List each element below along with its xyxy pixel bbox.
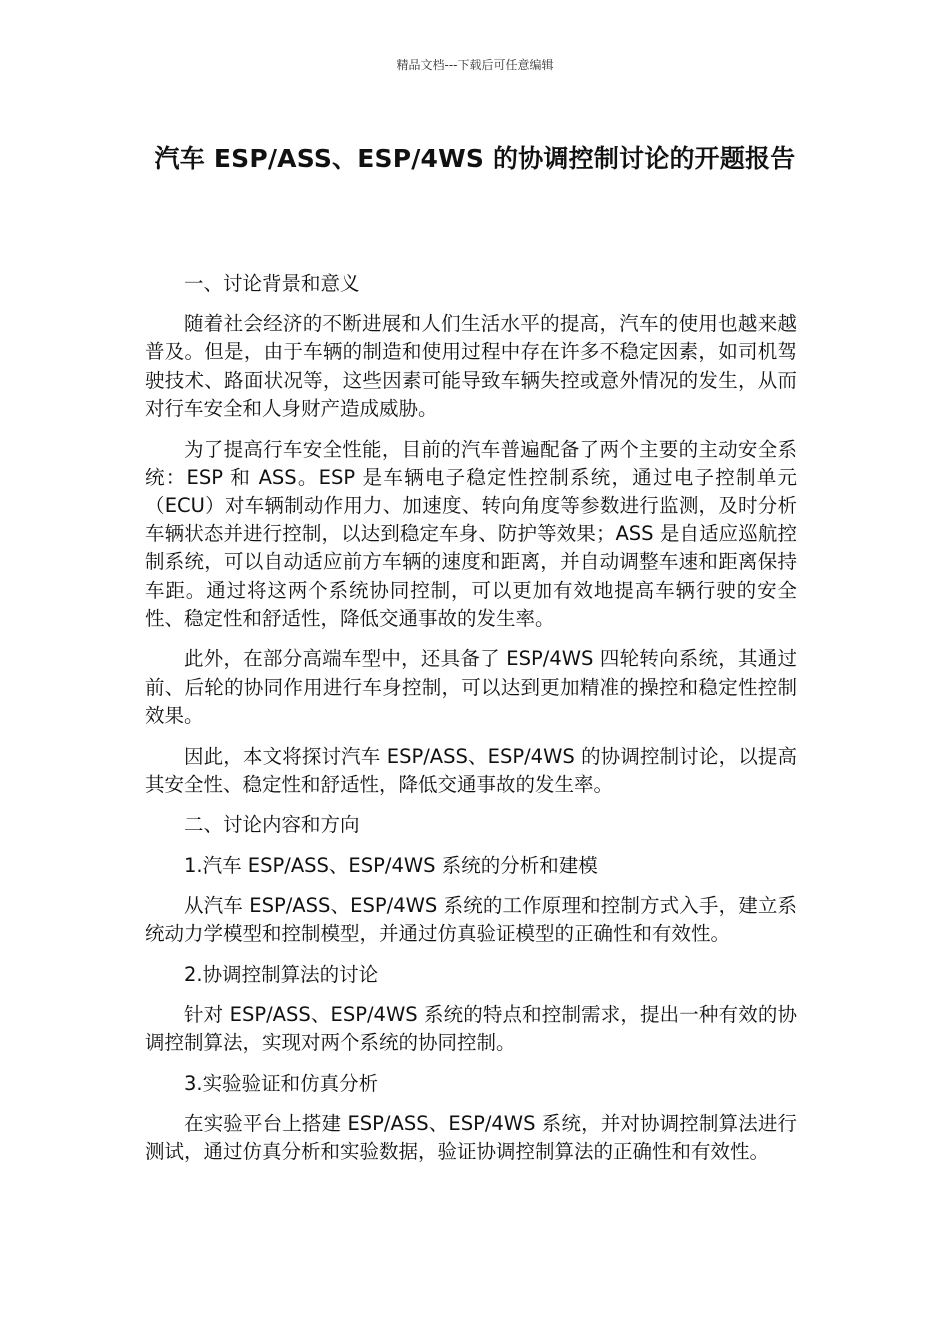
paragraph-4ws: 此外，在部分高端车型中，还具备了 ESP/4WS 四轮转向系统，其通过前、后轮的协同作用进行车身控制，可以达到更加精准的操控和稳定性控制效果。 xyxy=(145,647,797,727)
paragraph-esp-ass: 为了提高行车安全性能，目前的汽车普遍配备了两个主要的主动安全系统：ESP 和 ASS。ESP 是车辆电子稳定性控制系统，通过电子控制单元（ECU）对车辆制动作用力、加速度、转向角度等参数进行监测，及时分析车辆状态并进行控制，以达到稳定车身、防护等效果；ASS 是自适应巡航控制系统，可以自动适应前方车辆的速度和距离，并自动调整车速和距离保持车距。通过将这两个系统协同控制，可以更加有效地提高车辆行驶的安全性、稳定性和舒适性，降低交通事故的发生率。 xyxy=(145,437,797,630)
paragraph-experiment: 在实验平台上搭建 ESP/ASS、ESP/4WS 系统，并对协调控制算法进行测试，通过仿真分析和实验数据，验证协调控制算法的正确性和有效性。 xyxy=(145,1112,797,1164)
paragraph-purpose: 因此，本文将探讨汽车 ESP/ASS、ESP/4WS 的协调控制讨论，以提高其安全性、稳定性和舒适性，降低交通事故的发生率。 xyxy=(145,744,797,796)
paragraph-algorithm: 针对 ESP/ASS、ESP/4WS 系统的特点和控制需求，提出一种有效的协调控制算法，实现对两个系统的协同控制。 xyxy=(145,1002,797,1055)
subheading-algorithm: 2.协调控制算法的讨论 xyxy=(184,962,379,986)
document-body xyxy=(145,270,797,1179)
subheading-modeling: 1.汽车 ESP/ASS、ESP/4WS 系统的分析和建模 xyxy=(184,853,598,877)
section-heading-background: 一、讨论背景和意义 xyxy=(184,272,360,295)
paragraph-modeling: 从汽车 ESP/ASS、ESP/4WS 系统的工作原理和控制方式入手，建立系统动力学模型和控制模型，并通过仿真验证模型的正确性和有效性。 xyxy=(145,893,797,946)
document-title: 汽车 ESP/ASS、ESP/4WS 的协调控制讨论的开题报告 xyxy=(154,144,796,173)
page-header: 精品文档---下载后可任意编辑 xyxy=(396,58,554,72)
section-heading-content: 二、讨论内容和方向 xyxy=(184,813,360,837)
paragraph-background-intro: 随着社会经济的不断进展和人们生活水平的提高，汽车的使用也越来越普及。但是，由于车辆的制造和使用过程中存在许多不稳定因素，如司机驾驶技术、路面状况等，这些因素可能导致车辆失控或意外情况的发生，从而对行车安全和人身财产造成威胁。 xyxy=(145,312,797,420)
subheading-experiment: 3.实验验证和仿真分析 xyxy=(184,1071,379,1095)
